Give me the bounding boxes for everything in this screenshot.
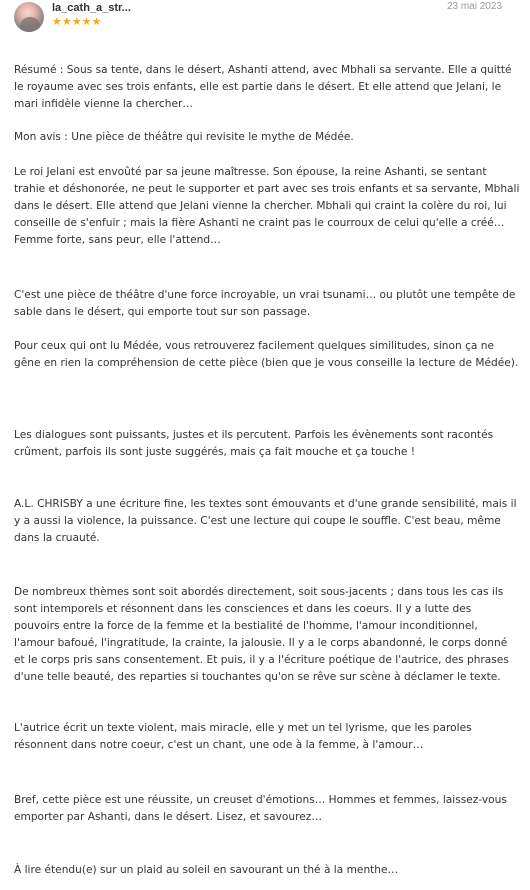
review-paragraph: L'autrice écrit un texte violent, mais miracle, elle y met un tel lyrisme, que les paroles résonnent dans notre coeur, c'est un chant, une ode à la femme, à l'amour… — [14, 722, 472, 751]
review-paragraph: À lire étendu(e) sur un plaid au soleil en savourant un thé à la menthe… — [14, 864, 399, 876]
review-date: 23 mai 2023 — [446, 1, 502, 12]
review-paragraph: Bref, cette pièce est une réussite, un creuset d'émotions… Hommes et femmes, laissez-vous emporter par Ashanti, dans le désert. Lisez, et savourez… — [14, 794, 507, 823]
review-header — [0, 0, 530, 44]
username[interactable]: la_cath_a_str... — [52, 2, 131, 14]
review-paragraph: Mon avis : Une pièce de théâtre qui revisite le mythe de Médée. — [14, 131, 354, 143]
review-paragraph: De nombreux thèmes sont soit abordés directement, soit sous-jacents ; dans tous les cas ils sont intemporels et résonnent dans les consciences et dans les coeurs. Il y a lutte des pouvoirs entre la force de la femme et la bestialité de l'homme, l'amour inconditionnel, l'amour bafoué, l'ingratitude, la crainte, la jalousie. Il y a le corps abandonné, le corps donné et le corps pris sans consentement. Et puis, il y a l'écriture poétique de l'autrice, des phrases d'une telle beauté, des reparties si touchantes qu'on se rêve sur scène à déclamer le texte. — [14, 586, 509, 683]
avatar[interactable] — [14, 2, 44, 32]
review-paragraph: A.L. CHRISBY a une écriture fine, les textes sont émouvants et d'une grande sensibilité, mais il y a aussi la violence, la puissance. C'est une lecture qui coupe le souffle. C'est beau, même dans la cruauté. — [14, 498, 517, 544]
review-paragraph: Résumé : Sous sa tente, dans le désert, Ashanti attend, avec Mbhali sa servante. Elle a quitté le royaume avec ses trois enfants, elle est partie dans le désert. Et elle attend que Jelani, le mari infidèle vienne la chercher… — [14, 64, 512, 110]
review-paragraph: C'est une pièce de théâtre d'une force incroyable, un vrai tsunami… ou plutôt une tempête de sable dans le désert, qui emporte tout sur son passage. — [14, 289, 516, 318]
review-paragraph: Les dialogues sont puissants, justes et ils percutent. Parfois les évènements sont racontés crûment, parfois ils sont juste suggérés, mais ça fait mouche et ça touche ! — [14, 429, 494, 458]
review-paragraph: Le roi Jelani est envoûté par sa jeune maîtresse. Son épouse, la reine Ashanti, se sentant trahie et déshonorée, ne peut le supporter et part avec ses trois enfants et sa servante, Mbhali dans le désert. Elle attend que Jelani vienne la chercher. Mbhali qui craint la colère du roi, lui conseille de s'enfuir ; mais la fière Ashanti ne craint pas le courroux de celui qu'elle a créé… Femme forte, sans peur, elle l'attend… — [14, 166, 520, 246]
review-paragraph: Pour ceux qui ont lu Médée, vous retrouverez facilement quelques similitudes, sinon ça ne gêne en rien la compréhension de cette pièce (bien que je vous conseille la lecture de Médée). — [14, 340, 519, 369]
rating-stars: ★★★★★ — [52, 16, 102, 28]
